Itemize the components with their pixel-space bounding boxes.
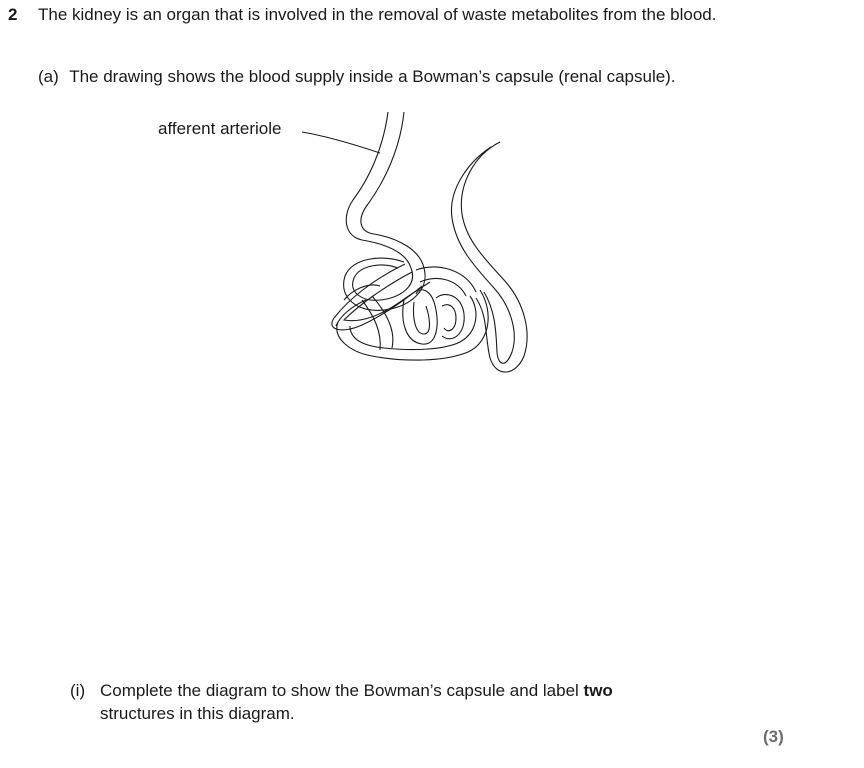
marks-indicator: (3): [763, 727, 784, 746]
part-a-text: [38, 66, 818, 88]
label-leader-line: [302, 132, 380, 153]
sub-question-i-line2: structures in this diagram.: [100, 704, 295, 723]
sub-question-i-text: Complete the diagram to show the Bowman’s capsule and label: [100, 681, 584, 700]
part-a-body: The drawing shows the blood supply inside a Bowman’s capsule (renal capsule).: [69, 67, 676, 86]
efferent-vessel: [451, 142, 527, 372]
question-number: 2: [8, 5, 18, 24]
afferent-arteriole-label: afferent arteriole: [158, 119, 282, 138]
sub-question-i-label: (i): [70, 681, 86, 700]
sub-question-i: [70, 679, 613, 725]
question-stem: The kidney is an organ that is involved in the removal of waste metabolites from the blood.: [38, 5, 717, 24]
sub-question-i-bold: two: [583, 681, 613, 700]
afferent-vessel: [346, 112, 424, 268]
capillary-knot: [332, 258, 488, 360]
part-a-label: (a): [38, 67, 59, 86]
